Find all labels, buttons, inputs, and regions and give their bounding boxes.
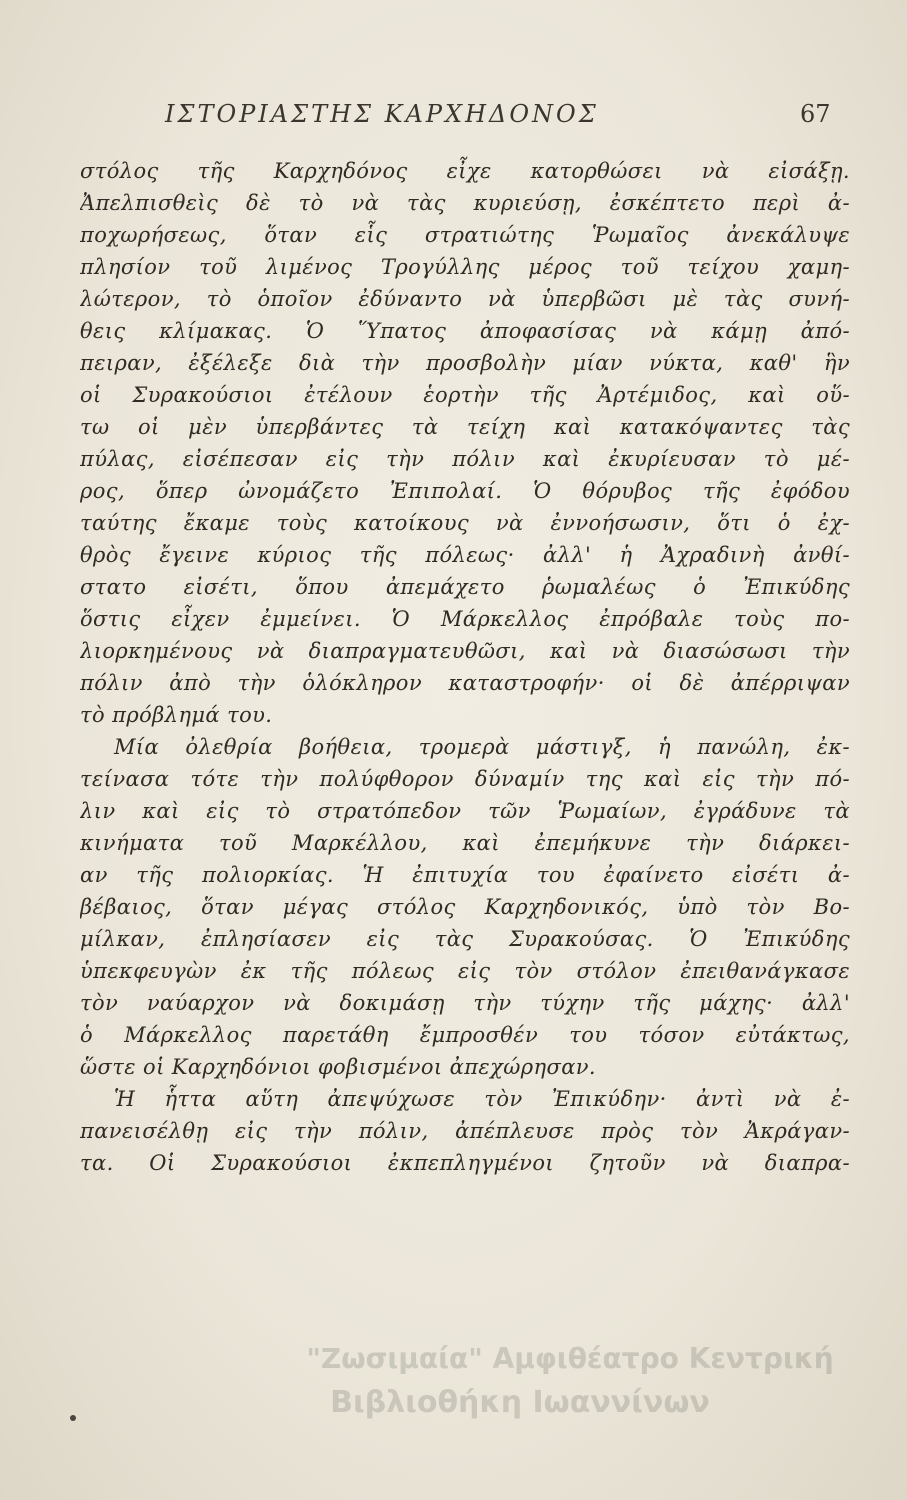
text-line: λώτερον, τὸ ὁποῖον ἐδύναντο νὰ ὑπερβῶσι μὲ τὰς συνή-: [80, 287, 850, 311]
library-watermark-line2: Βιβλιοθήκη Ιωαννίνων: [330, 1385, 710, 1420]
text-line: τείνασα τότε τὴν πολύφθορον δύναμίν της καὶ εἰς τὴν πό-: [80, 767, 850, 791]
text-line: ρος, ὅπερ ὠνομάζετο Ἐπιπολαί. Ὁ θόρυβος τῆς ἐφόδου: [80, 479, 850, 503]
text-line: ταύτης ἔκαμε τοὺς κατοίκους νὰ ἐννοήσωσιν, ὅτι ὁ ἐχ-: [80, 511, 850, 535]
text-line: ὅστις εἶχεν ἐμμείνει. Ὁ Μάρκελλος ἐπρόβαλε τοὺς πο-: [80, 607, 850, 631]
text-line: οἱ Συρακούσιοι ἐτέλουν ἑορτὴν τῆς Ἀρτέμιδος, καὶ οὕ-: [80, 383, 850, 407]
text-line: στατο εἰσέτι, ὅπου ἀπεμάχετο ῥωμαλέως ὁ Ἐπικύδης: [80, 575, 850, 599]
text-line: τα. Οἱ Συρακούσιοι ἐκπεπληγμένοι ζητοῦν νὰ διαπρα-: [80, 1151, 850, 1175]
text-line: θεις κλίμακας. Ὁ Ὕπατος ἀποφασίσας νὰ κάμῃ ἀπό-: [80, 319, 850, 343]
text-line: ὥστε οἱ Καρχηδόνιοι φοβισμένοι ἀπεχώρησαν.: [80, 1055, 597, 1079]
text-line: πόλιν ἀπὸ τὴν ὁλόκληρον καταστροφήν· οἱ δὲ ἀπέρριψαν: [80, 671, 850, 695]
text-line: Ἡ ἧττα αὕτη ἀπεψύχωσε τὸν Ἐπικύδην· ἀντὶ νὰ ἐ-: [114, 1087, 850, 1111]
text-line: Μία ὀλεθρία βοήθεια, τρομερὰ μάστιγξ, ἡ πανώλη, ἐκ-: [114, 735, 850, 759]
body-text: [80, 155, 850, 1179]
text-line: πλησίον τοῦ λιμένος Τρογύλλης μέρος τοῦ τείχου χαμη-: [80, 255, 850, 279]
text-line: λιν καὶ εἰς τὸ στρατόπεδον τῶν Ῥωμαίων, ἐγράδυνε τὰ: [80, 799, 850, 823]
text-line: τὸ πρόβλημά του.: [80, 703, 273, 727]
text-line: ὑπεκφευγὼν ἐκ τῆς πόλεως εἰς τὸν στόλον ἐπειθανάγκασε: [80, 959, 850, 983]
text-line: στόλος τῆς Καρχηδόνος εἶχε κατορθώσει νὰ εἰσάξῃ.: [80, 159, 850, 183]
text-line: μίλκαν, ἐπλησίασεν εἰς τὰς Συρακούσας. Ὁ Ἐπικύδης: [80, 927, 850, 951]
text-line: ποχωρήσεως, ὅταν εἷς στρατιώτης Ῥωμαῖος ἀνεκάλυψε: [80, 223, 850, 247]
text-line: λιορκημένους νὰ διαπραγματευθῶσι, καὶ νὰ διασώσωσι τὴν: [80, 639, 850, 663]
text-line: αν τῆς πολιορκίας. Ἡ ἐπιτυχία του ἐφαίνετο εἰσέτι ἀ-: [80, 863, 850, 887]
page-number: 67: [800, 100, 831, 128]
text-line: τὸν ναύαρχον νὰ δοκιμάσῃ τὴν τύχην τῆς μάχης· ἀλλ': [80, 991, 850, 1015]
text-line: πανεισέλθῃ εἰς τὴν πόλιν, ἀπέπλευσε πρὸς τὸν Ἀκράγαν-: [80, 1119, 850, 1143]
running-head: ΙΣΤΟΡΙΑΣΤΗΣ ΚΑΡΧΗΔΟΝΟΣ: [165, 100, 599, 128]
text-line: θρὸς ἔγεινε κύριος τῆς πόλεως· ἀλλ' ἡ Ἀχραδινὴ ἀνθί-: [80, 543, 850, 567]
margin-mark: [70, 1415, 76, 1421]
library-watermark-line1: "Zωσιμαία" Αμφιθέατρο Κεντρική: [306, 1342, 834, 1375]
text-line: βέβαιος, ὅταν μέγας στόλος Καρχηδονικός, ὑπὸ τὸν Βο-: [80, 895, 850, 919]
text-line: τω οἱ μὲν ὑπερβάντες τὰ τείχη καὶ κατακόψαντες τὰς: [80, 415, 850, 439]
text-line: κινήματα τοῦ Μαρκέλλου, καὶ ἐπεμήκυνε τὴν διάρκει-: [80, 831, 850, 855]
text-line: πειραν, ἐξέλεξε διὰ τὴν προσβολὴν μίαν νύκτα, καθ' ἣν: [80, 351, 850, 375]
text-line: Ἀπελπισθεὶς δὲ τὸ νὰ τὰς κυριεύσῃ, ἐσκέπτετο περὶ ἀ-: [80, 191, 850, 215]
page-header: [0, 100, 907, 140]
text-line: πύλας, εἰσέπεσαν εἰς τὴν πόλιν καὶ ἐκυρίευσαν τὸ μέ-: [80, 447, 850, 471]
text-line: ὁ Μάρκελλος παρετάθη ἔμπροσθέν του τόσον εὐτάκτως,: [80, 1023, 850, 1047]
